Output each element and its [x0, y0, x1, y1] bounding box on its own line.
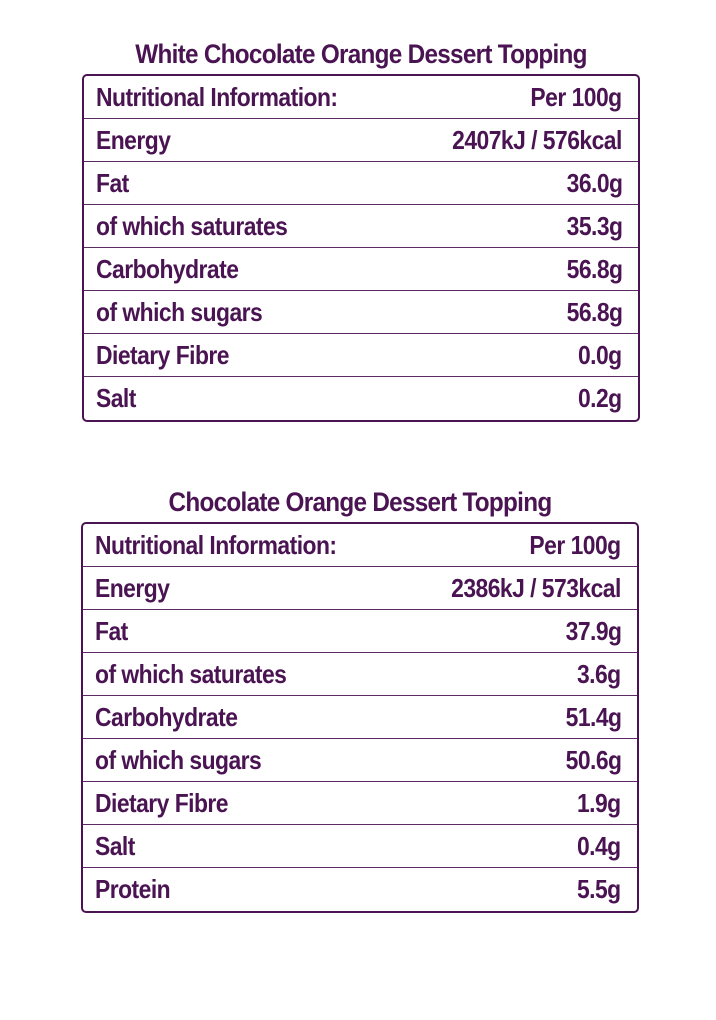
row-value: 0.4g	[577, 830, 621, 861]
table-row-fibre	[83, 782, 637, 825]
table-row-salt	[83, 825, 637, 868]
panel-title: White Chocolate Orange Dessert Topping	[135, 39, 587, 69]
row-value: 0.2g	[578, 383, 622, 413]
row-value: 56.8g	[566, 253, 622, 284]
row-label: Salt	[96, 383, 136, 413]
table-row-carbohydrate	[83, 696, 637, 739]
nutrition-panel-chocolate-orange	[81, 484, 639, 913]
row-label: Nutritional Information:	[96, 81, 338, 112]
table-header-row	[84, 76, 638, 119]
row-value: 37.9g	[565, 615, 621, 646]
table-row-sugars	[84, 291, 638, 334]
row-label: Fat	[95, 615, 128, 646]
row-value: 0.0g	[578, 339, 622, 370]
row-value: 2386kJ / 573kcal	[451, 572, 621, 603]
table-row-fat	[84, 162, 638, 205]
row-label: of which saturates	[96, 210, 288, 241]
row-label: of which saturates	[95, 658, 287, 689]
row-value: Per 100g	[529, 529, 621, 560]
table-row-saturates	[84, 205, 638, 248]
row-value: 51.4g	[565, 701, 621, 732]
nutrition-table	[81, 522, 639, 913]
row-label: Protein	[95, 874, 171, 904]
row-label: Nutritional Information:	[95, 529, 337, 560]
table-row-carbohydrate	[84, 248, 638, 291]
row-value: Per 100g	[530, 81, 622, 112]
row-label: of which sugars	[95, 744, 262, 775]
row-value: 56.8g	[566, 296, 622, 327]
table-row-energy	[84, 119, 638, 162]
row-value: 35.3g	[566, 210, 622, 241]
row-label: Fat	[96, 167, 129, 198]
row-label: Energy	[95, 572, 170, 603]
table-row-sugars	[83, 739, 637, 782]
row-label: Dietary Fibre	[96, 339, 230, 370]
table-header-row	[83, 524, 637, 567]
table-row-fibre	[84, 334, 638, 377]
row-value: 1.9g	[577, 787, 621, 818]
row-label: Dietary Fibre	[95, 787, 229, 818]
panel-title: Chocolate Orange Dessert Topping	[168, 487, 552, 517]
nutrition-panel-white-chocolate-orange	[82, 36, 640, 422]
row-value: 3.6g	[577, 658, 621, 689]
row-label: of which sugars	[96, 296, 263, 327]
row-label: Salt	[95, 830, 135, 861]
table-row-protein	[83, 868, 637, 911]
table-row-fat	[83, 610, 637, 653]
row-value: 2407kJ / 576kcal	[452, 124, 622, 155]
row-label: Carbohydrate	[95, 701, 238, 732]
table-row-salt	[84, 377, 638, 420]
row-value: 36.0g	[566, 167, 622, 198]
row-value: 50.6g	[565, 744, 621, 775]
row-label: Carbohydrate	[96, 253, 239, 284]
table-row-energy	[83, 567, 637, 610]
table-row-saturates	[83, 653, 637, 696]
row-label: Energy	[96, 124, 171, 155]
row-value: 5.5g	[577, 874, 621, 904]
nutrition-table	[82, 74, 640, 422]
